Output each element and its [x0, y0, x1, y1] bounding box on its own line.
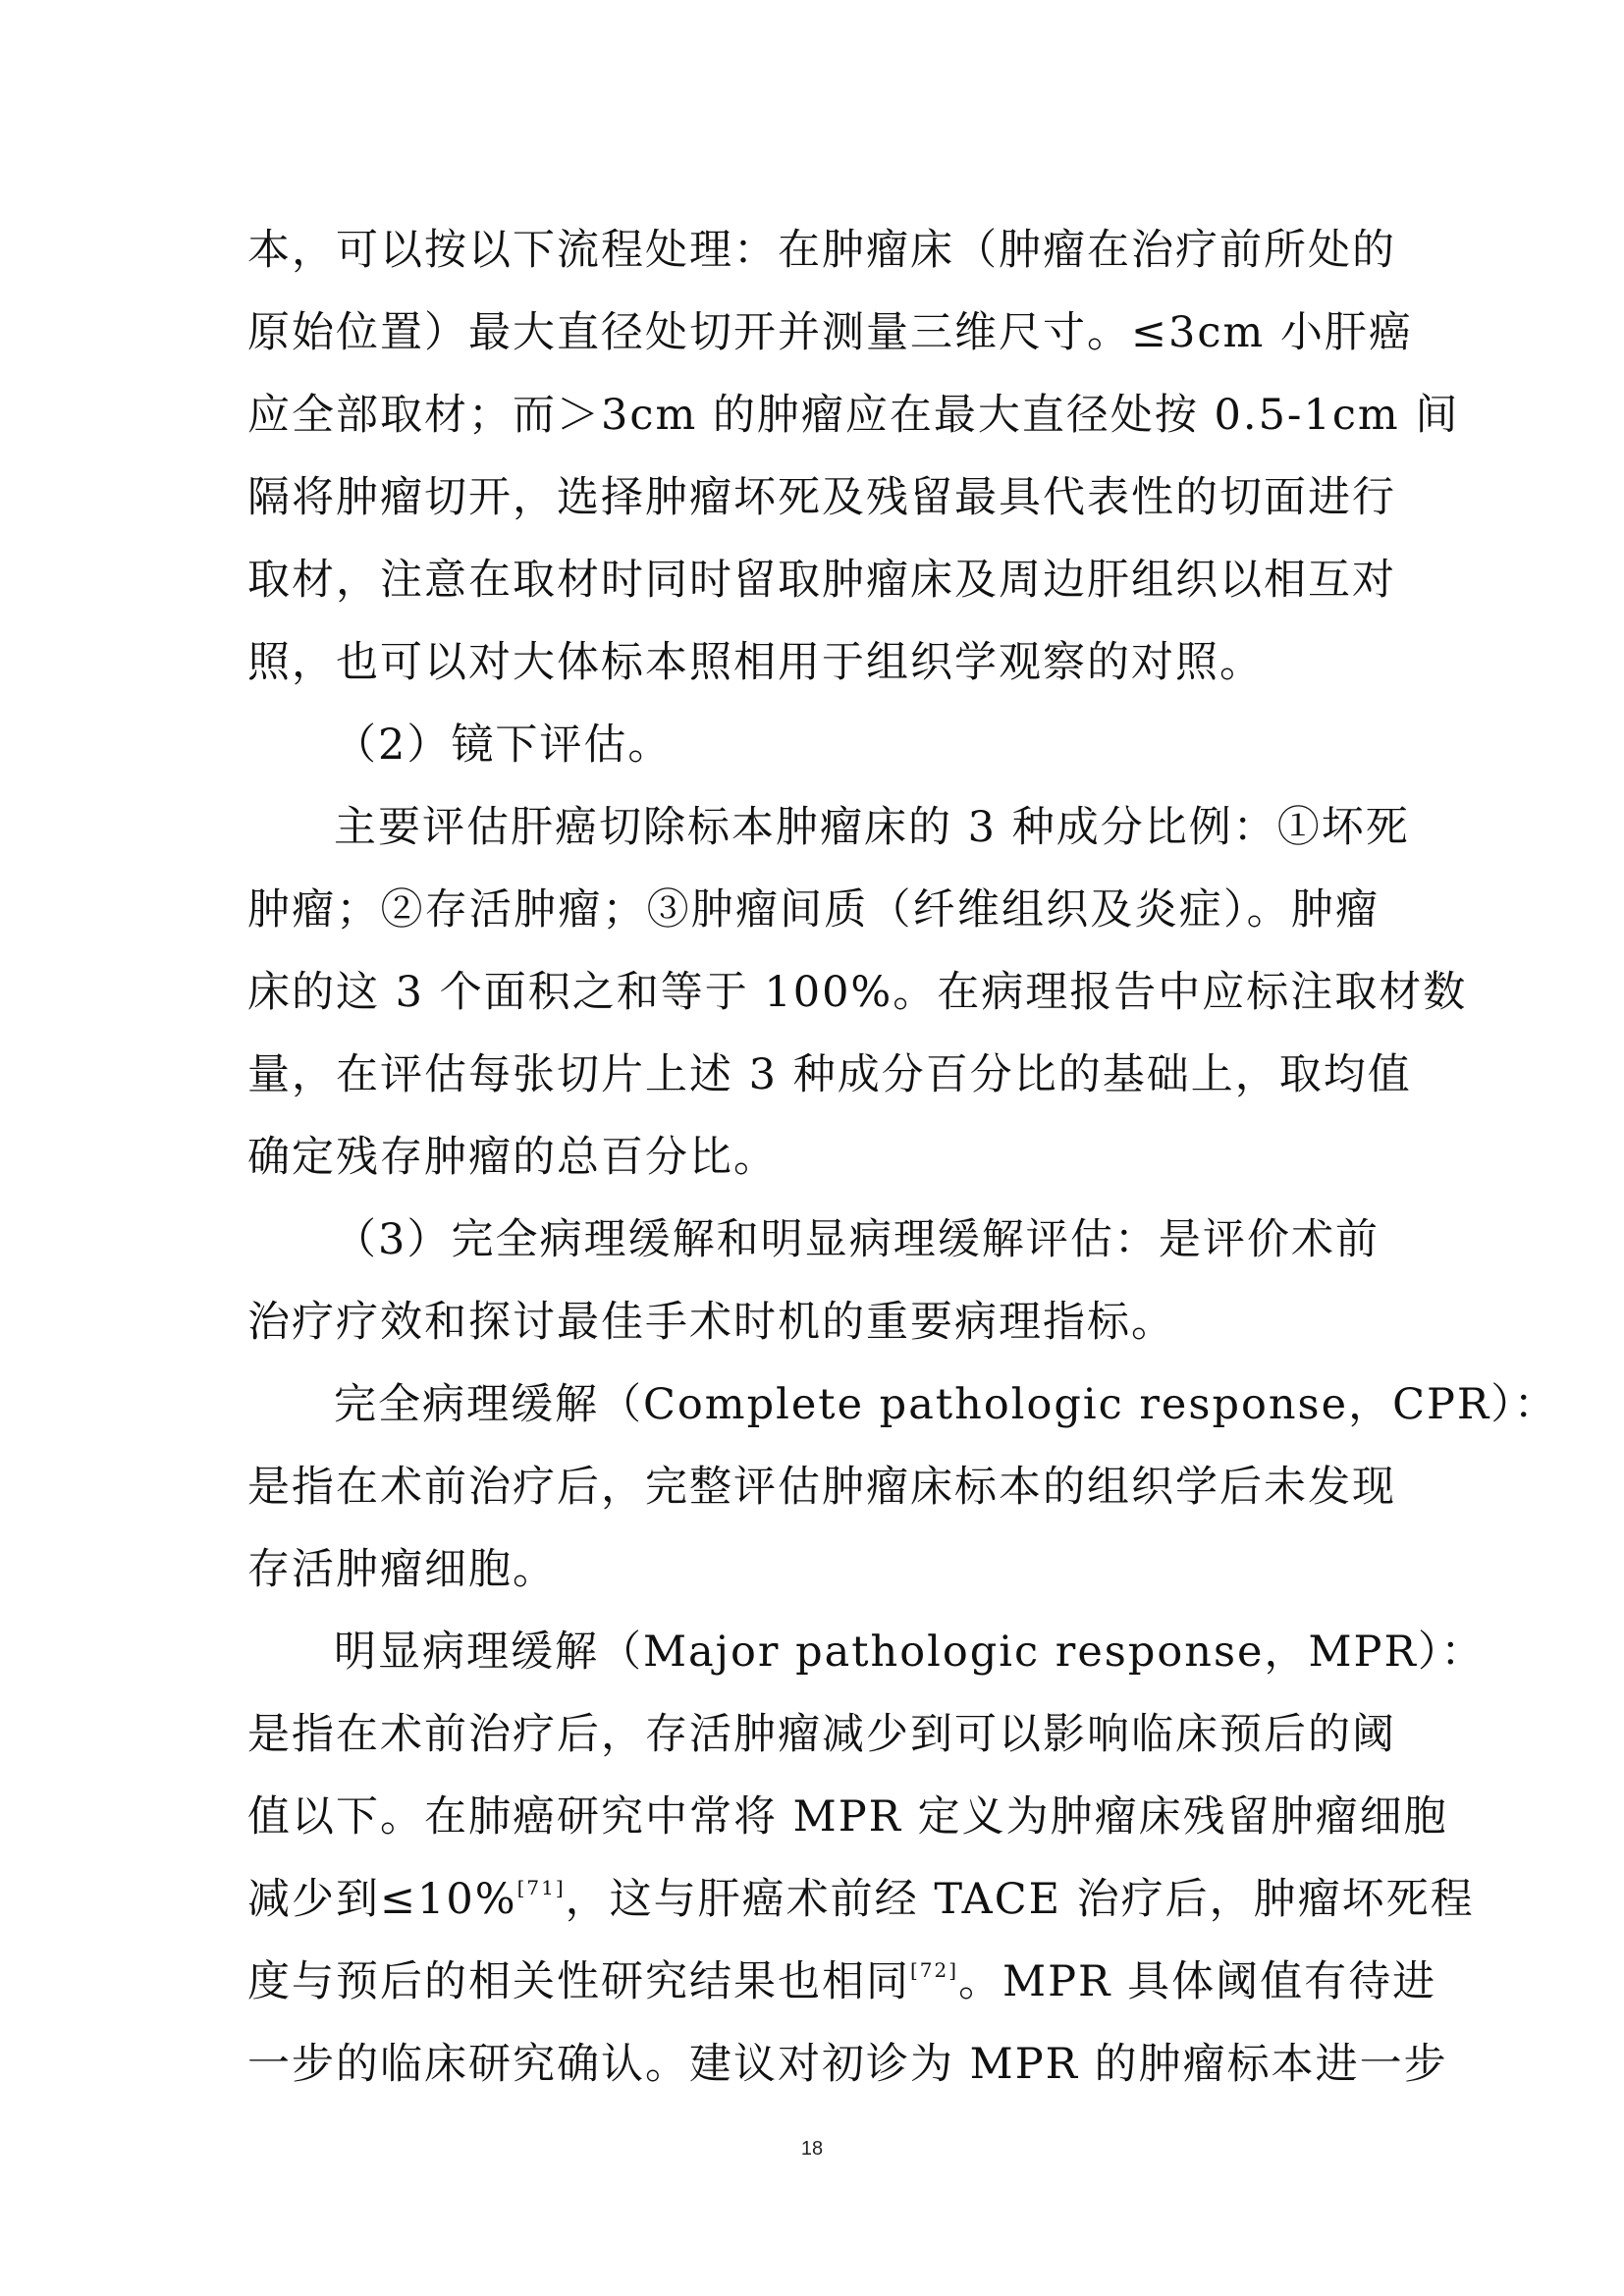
- text-line: 是指在术前治疗后，存活肿瘤减少到可以影响临床预后的阈: [247, 1710, 1396, 1759]
- text-line: 治疗疗效和探讨最佳手术时机的重要病理指标。: [247, 1298, 1175, 1347]
- text-line: 床的这 3 个面积之和等于 100%。在病理报告中应标注取材数: [247, 968, 1468, 1017]
- text-line: 完全病理缓解（Complete pathologic response，CPR）：: [334, 1380, 1558, 1429]
- text-line: 量，在评估每张切片上述 3 种成分百分比的基础上，取均值: [247, 1050, 1412, 1099]
- text-segment: ，这与肝癌术前经 TACE 治疗后，肿瘤坏死程: [565, 1875, 1475, 1924]
- citation-71: [71]: [516, 1875, 566, 1899]
- text-line: 本，可以按以下流程处理：在肿瘤床（肿瘤在治疗前所处的: [247, 226, 1396, 275]
- section-heading: （3）完全病理缓解和明显病理缓解评估：是评价术前: [334, 1215, 1380, 1264]
- text-line: [247, 1940, 1437, 2024]
- text-line: 确定残存肿瘤的总百分比。: [247, 1133, 778, 1182]
- text-segment: 减少到≤10%: [247, 1875, 517, 1924]
- text-segment: 。MPR 具体阈值有待进: [958, 1957, 1437, 2006]
- text-line: 肿瘤；②存活肿瘤；③肿瘤间质（纤维组织及炎症）。肿瘤: [247, 885, 1380, 934]
- text-line: 应全部取材；而＞3cm 的肿瘤应在最大直径处按 0.5-1cm 间: [247, 391, 1460, 440]
- text-line: 原始位置）最大直径处切开并测量三维尺寸。≤3cm 小肝癌: [247, 308, 1413, 357]
- text-line: 照，也可以对大体标本照相用于组织学观察的对照。: [247, 638, 1264, 687]
- text-line: [247, 1857, 1475, 1942]
- text-segment: 度与预后的相关性研究结果也相同: [247, 1957, 910, 2006]
- page-number: 18: [800, 2138, 824, 2160]
- citation-72: [72]: [910, 1957, 959, 1982]
- text-line: 是指在术前治疗后，完整评估肿瘤床标本的组织学后未发现: [247, 1463, 1396, 1512]
- text-line: 明显病理缓解（Major pathologic response，MPR）：: [334, 1628, 1486, 1677]
- text-line: 存活肿瘤细胞。: [247, 1545, 557, 1594]
- text-line: 值以下。在肺癌研究中常将 MPR 定义为肿瘤床残留肿瘤细胞: [247, 1792, 1448, 1842]
- text-line: 主要评估肝癌切除标本肿瘤床的 3 种成分比例：①坏死: [334, 803, 1410, 852]
- text-line: 取材，注意在取材时同时留取肿瘤床及周边肝组织以相互对: [247, 556, 1396, 605]
- text-line: 一步的临床研究确认。建议对初诊为 MPR 的肿瘤标本进一步: [247, 2040, 1448, 2089]
- text-line: 隔将肿瘤切开，选择肿瘤坏死及残留最具代表性的切面进行: [247, 473, 1396, 522]
- section-heading: （2）镜下评估。: [334, 721, 673, 770]
